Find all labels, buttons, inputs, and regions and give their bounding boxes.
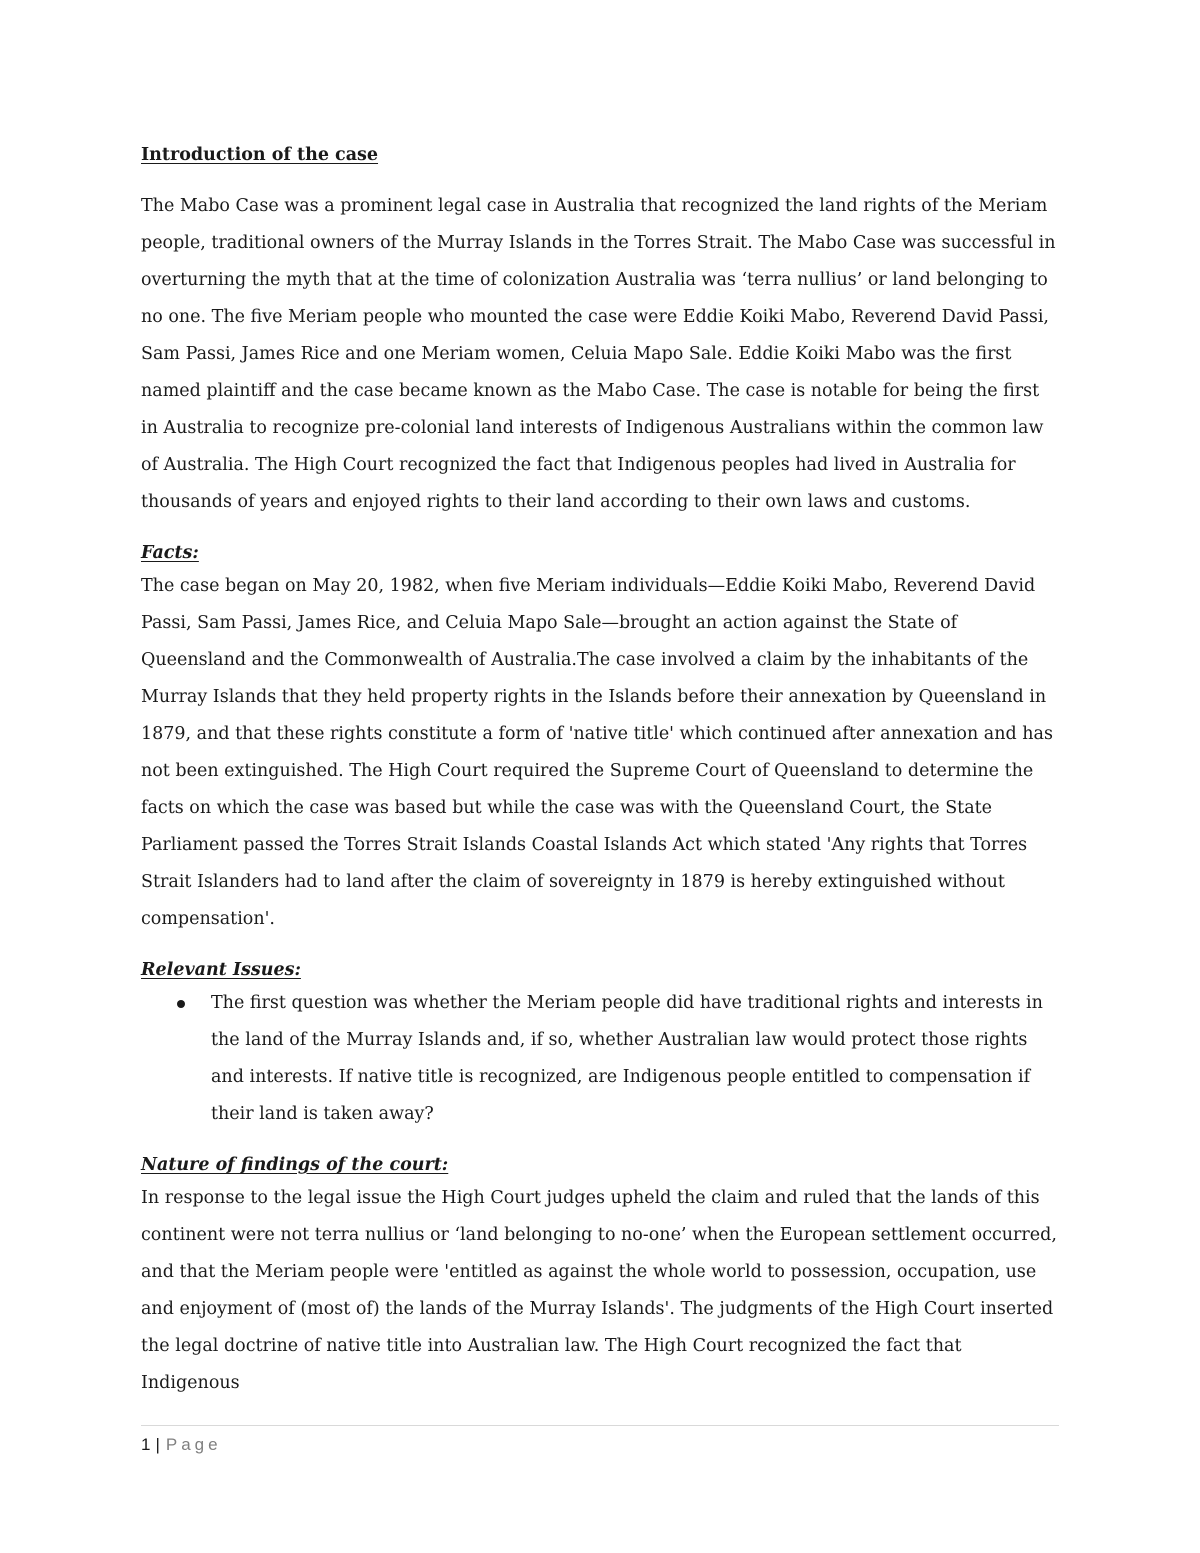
intro-heading: Introduction of the case xyxy=(141,145,379,165)
issues-heading: Relevant Issues: xyxy=(141,960,301,980)
document-body xyxy=(141,140,1061,1402)
findings-paragraph: In response to the legal issue the High Court judges upheld the claim and ruled that the lands of this continent were not terra nullius or ‘land belonging to no-one’ when the European settlement occurred, and that the Meriam people were 'entitled as against the whole world to possession, occupation, use and enjoyment of (most of) the lands of the Murray Islands'. The judgments of the High Court inserted the legal doctrine of native title into Australian law. The High Court recognized the fact that Indigenous xyxy=(141,1188,1057,1393)
facts-heading: Facts: xyxy=(141,543,199,563)
footer-divider xyxy=(141,1425,1059,1426)
findings-heading: Nature of findings of the court: xyxy=(141,1155,449,1175)
facts-paragraph: The case began on May 20, 1982, when five Meriam individuals—Eddie Koiki Mabo, Reverend David Passi, Sam Passi, James Rice, and Celuia Mapo Sale—brought an action against the State of Queensland and the Commonwealth of Australia.The case involved a claim by the inhabitants of the Murray Islands that they held property rights in the Islands before their annexation by Queensland in 1879, and that these rights constitute a form of 'native title' which continued after annexation and has not been extinguished. The High Court required the Supreme Court of Queensland to determine the facts on which the case was based but while the case was with the Queensland Court, the State Parliament passed the Torres Strait Islands Coastal Islands Act which stated 'Any rights that Torres Strait Islanders had to land after the claim of sovereignty in 1879 is hereby extinguished without compensation'. xyxy=(141,576,1053,929)
bullet-icon xyxy=(177,1000,185,1008)
footer-separator: | xyxy=(155,1435,160,1454)
page-number: 1 xyxy=(141,1435,151,1454)
issues-list xyxy=(141,985,1061,1133)
page-footer xyxy=(141,1433,222,1457)
page-label: Page xyxy=(165,1435,222,1454)
intro-paragraph: The Mabo Case was a prominent legal case in Australia that recognized the land rights of the Meriam people, traditional owners of the Murray Islands in the Torres Strait. The Mabo Case was successful in overturning the myth that at the time of colonization Australia was ‘terra nullius’ or land belonging to no one. The five Meriam people who mounted the case were Eddie Koiki Mabo, Reverend David Passi, Sam Passi, James Rice and one Meriam women, Celuia Mapo Sale. Eddie Koiki Mabo was the first named plaintiff and the case became known as the Mabo Case. The case is notable for being the first in Australia to recognize pre-colonial land interests of Indigenous Australians within the common law of Australia. The High Court recognized the fact that Indigenous peoples had lived in Australia for thousands of years and enjoyed rights to their land according to their own laws and customs. xyxy=(141,196,1056,512)
issue-text: The first question was whether the Meriam people did have traditional rights and interests in the land of the Murray Islands and, if so, whether Australian law would protect those rights and interests. If native title is recognized, are Indigenous people entitled to compensation if their land is taken away? xyxy=(211,993,1043,1124)
list-item xyxy=(141,985,1061,1133)
